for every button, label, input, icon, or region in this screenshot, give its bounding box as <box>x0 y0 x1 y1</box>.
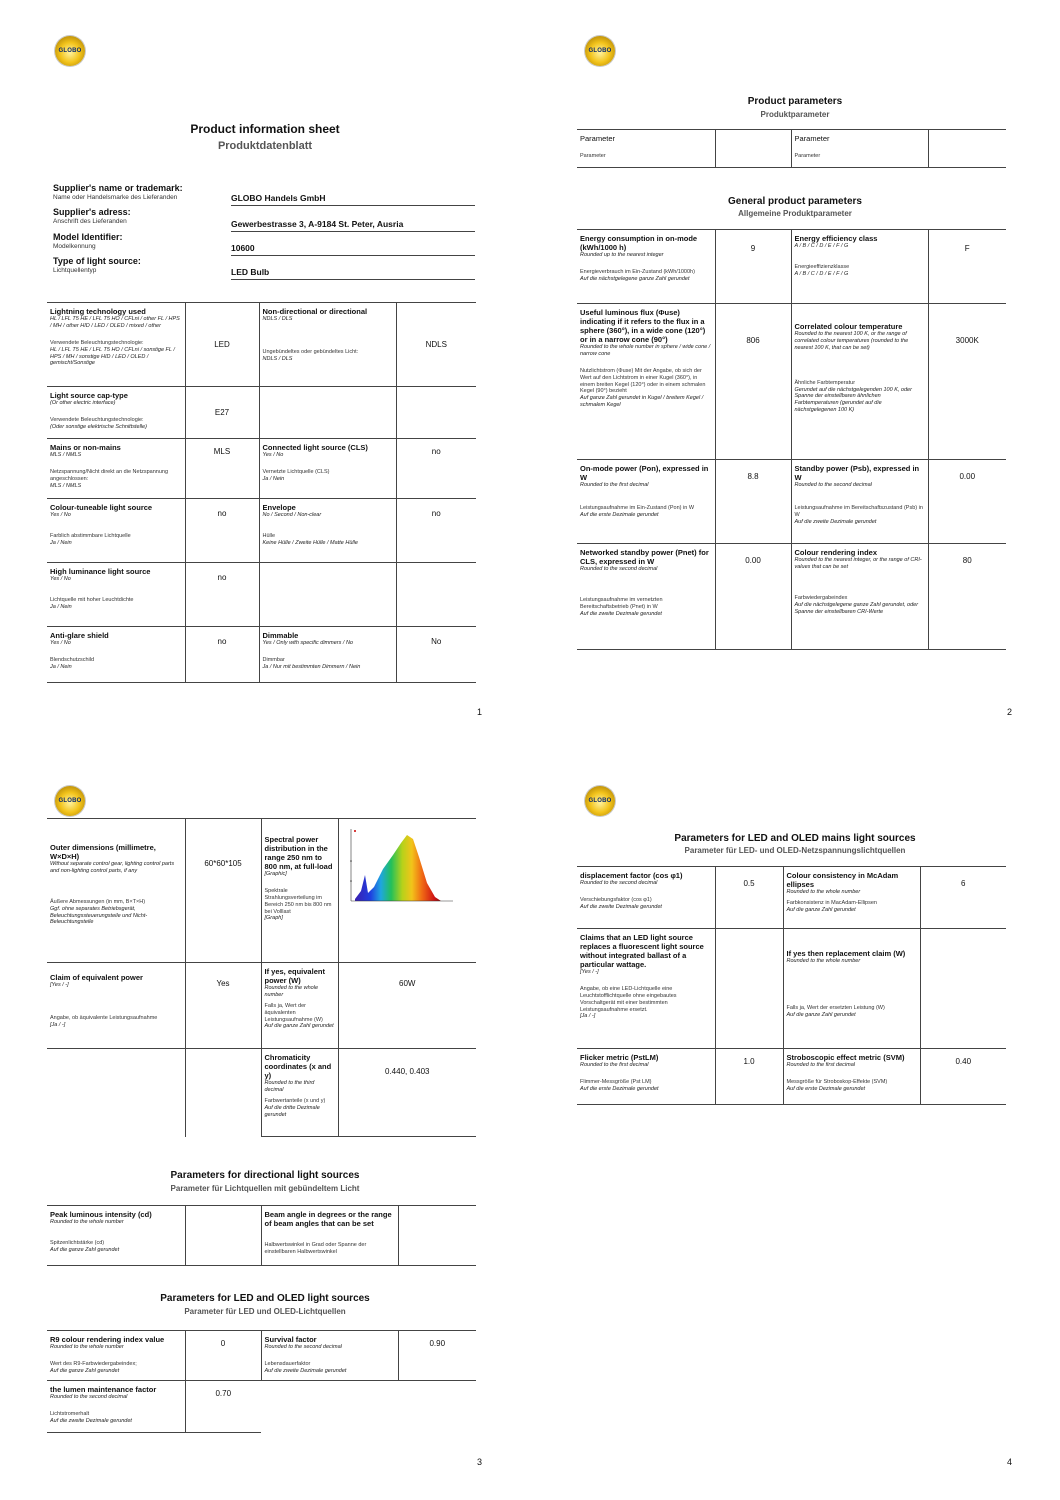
value-cell: no <box>396 499 476 563</box>
param-cell <box>47 1049 185 1137</box>
value-cell: 0.5 <box>715 867 783 929</box>
p3-table <box>47 818 476 1137</box>
table-row <box>47 439 476 499</box>
param-cell: the lumen maintenance factor Rounded to the second decimal Lichtstromerhalt Auf die zweite Dezimale gerundet <box>47 1381 185 1433</box>
supplier-label: Model Identifier: <box>53 232 123 242</box>
table-row <box>577 230 1006 304</box>
supplier-label-de: Anschrift des Lieferanden <box>53 217 127 225</box>
param-cell: Lightning technology used HL / LFL T5 HE / LFL T5 HO / CFLni / other FL / HPS / MH / other HID / LED / OLED / mixed / other Verwendete Beleuchtungstechnologie: HL / LFL T5 HE / LFL T5 HO / CFLni / sonstige FL / HPS / MH / sonstige HID / LED / OLED / gemischt/Sonstige <box>47 303 185 387</box>
param-cell: Colour-tuneable light source Yes / No Farblich abstimmbare Lichtquelle Ja / Nein <box>47 499 185 563</box>
param-cell: Beam angle in degrees or the range of beam angles that can be set Halbwertswinkel in Grad oder Spanne der einstellbaren Halbwertswinkel <box>261 1206 398 1266</box>
param-cell: Mains or non-mains MLS / NMLS Netzspannung/Nicht direkt an die Netzspannung angeschlossen: MLS / NMLS <box>47 439 185 499</box>
param-cell: Parameter Parameter <box>791 130 928 168</box>
value-cell: 0.40 <box>920 1049 1006 1105</box>
value-cell <box>185 1049 261 1137</box>
param-cell: Energy efficiency class A / B / C / D / E / F / G Energieeffizienzklasse A / B / C / D / E / F / G <box>791 230 928 304</box>
globo-logo-icon: GLOBO <box>55 36 85 66</box>
value-cell: 6 <box>920 867 1006 929</box>
value-cell: 60*60*105 <box>185 819 261 963</box>
param-header-table <box>577 129 1006 168</box>
value-cell: 8.8 <box>715 460 791 544</box>
param-cell: Energy consumption in on-mode (kWh/1000 h) Rounded up to the nearest integer Energieverbrauch im Ein-Zustand (kWh/1000h) Auf die nächstgelegene ganze Zahl gerundet <box>577 230 715 304</box>
value-cell: no <box>185 627 259 683</box>
param-cell: Outer dimensions (millimetre, W×D×H) Without separate control gear, lighting control parts and non-lighting control parts, if any Äußere Abmessungen (in mm, B×T×H) Ggf. ohne separates Betriebsgerät, Beleuchtungssteuerungsteile und Nicht-Beleuchtungsteile <box>47 819 185 963</box>
supplier-value: Gewerbestrasse 3, A-9184 St. Peter, Ausria <box>231 219 475 232</box>
spectrum-cell <box>338 819 476 963</box>
table-row <box>47 963 476 1049</box>
supplier-label-de: Lichtquellentyp <box>53 266 97 274</box>
value-cell <box>396 387 476 439</box>
value-cell <box>715 929 783 1049</box>
param-cell: High luminance light source Yes / No Lichtquelle mit hoher Leuchtdichte Ja / Nein <box>47 563 185 627</box>
param-cell: On-mode power (Pon), expressed in W Rounded to the first decimal Leistungsaufnahme im Ein-Zustand (Pon) in W Auf die erste Dezimale gerundet <box>577 460 715 544</box>
value-cell <box>396 563 476 627</box>
value-cell: 60W <box>338 963 476 1049</box>
value-cell: 0 <box>185 1331 261 1381</box>
table-row <box>47 1331 476 1381</box>
param-cell: displacement factor (cos φ1) Rounded to the second decimal Verschiebungsfaktor (cos φ1) Auf die zweite Dezimale gerundet <box>577 867 715 929</box>
value-cell: 806 <box>715 304 791 460</box>
led-params-table <box>47 1330 476 1433</box>
value-cell: Yes <box>185 963 261 1049</box>
param-cell: R9 colour rendering index value Rounded to the whole number Wert des R9-Farbwiedergabeindex; Auf die ganze Zahl gerundet <box>47 1331 185 1381</box>
table-row <box>47 1049 476 1137</box>
value-cell <box>715 130 791 168</box>
supplier-label-de: Name oder Handelsmarke des Lieferanden <box>53 193 178 201</box>
param-cell: Chromaticity coordinates (x and y) Rounded to the third decimal Farbwertanteile (x und y) Auf die dritte Dezimale gerundet <box>261 1049 338 1137</box>
table-row <box>47 1206 476 1266</box>
param-cell: Parameter Parameter <box>577 130 715 168</box>
param-cell: Stroboscopic effect metric (SVM) Rounded to the first decimal Messgröße für Stroboskop-Effekte (SVM) Auf die erste Dezimale gerundet <box>783 1049 920 1105</box>
table-row <box>577 544 1006 650</box>
page-subtitle: Produktparameter <box>760 110 830 119</box>
value-cell <box>920 929 1006 1049</box>
value-cell: No <box>396 627 476 683</box>
table-row <box>577 304 1006 460</box>
table-row <box>47 499 476 563</box>
page-number: 4 <box>1007 1457 1013 1467</box>
param-cell: Connected light source (CLS) Yes / No Vernetzte Lichtquelle (CLS) Ja / Nein <box>259 439 396 499</box>
param-cell: Claims that an LED light source replaces a fluorescent light source without integrated ballast of a particular wattage. [Yes / -] Angabe, ob eine LED-Lichtquelle eine Leuchtstofflichtquelle ohne eingebautes Vorschaltgerät mit einer bestimmten Leistungsaufnahme ersetzt. [Ja / -] <box>577 929 715 1049</box>
table-row <box>47 627 476 683</box>
section-subtitle: Allgemeine Produktparameter <box>738 209 852 218</box>
param-cell: Claim of equivalent power [Yes / -] Angabe, ob äquivalente Leistungsaufnahme [Ja / -] <box>47 963 185 1049</box>
supplier-value: LED Bulb <box>231 267 475 280</box>
page-number: 2 <box>1007 707 1013 717</box>
page-4 <box>530 750 1060 1500</box>
value-cell: 9 <box>715 230 791 304</box>
page-number: 3 <box>477 1457 483 1467</box>
param-cell: Light source cap-type (Or other electric interface) Verwendete Beleuchtungstechnologie: (Oder sonstige elektrische Schnittstelle) <box>47 387 185 439</box>
directional-table <box>47 1205 476 1266</box>
general-params-table <box>577 229 1006 650</box>
param-cell: If yes, equivalent power (W) Rounded to the whole number Falls ja, Wert der äquivalenten Leistungsaufnahme (W) Auf die ganze Zahl gerundet <box>261 963 338 1049</box>
value-cell: E27 <box>185 387 259 439</box>
globo-logo-icon: GLOBO <box>585 786 615 816</box>
page-2 <box>530 0 1060 750</box>
value-cell: 0.00 <box>928 460 1006 544</box>
value-cell: no <box>396 439 476 499</box>
value-cell: 0.00 <box>715 544 791 650</box>
table-row <box>47 563 476 627</box>
page-title: Product parameters <box>747 96 843 107</box>
table-row <box>577 867 1006 929</box>
page-title: Parameters for LED and OLED mains light sources <box>674 833 916 844</box>
table-row <box>47 1381 476 1433</box>
param-cell <box>261 1381 398 1433</box>
page-subtitle: Produktdatenblatt <box>217 140 313 152</box>
param-cell: Useful luminous flux (Φuse) indicating if it refers to the flux in a sphere (360°), in a wide cone (120°) or in a narrow cone (90°) Rounded to the whole number in sphere / wide cone / narrow cone Nutzlichtstrom (Φuse) Mit der Angabe, ob sich der Wert auf den Lichtstrom in einer Kugel (360°), in einem breiten Kegel (120°) oder in einem schmalen Kegel (90°) bezieht Auf ganze Zahl gerundet in Kugel / breitem Kegel / schmalem Kegel <box>577 304 715 460</box>
supplier-value: 10600 <box>231 243 475 256</box>
table-row <box>577 929 1006 1049</box>
param-cell: Colour rendering index Rounded to the nearest integer, or the range of CRI-values that can be set Farbwiedergabeindex Auf die nächstgelegene ganze Zahl gerundet, oder Spanne der einstellbaren CRI-Werte <box>791 544 928 650</box>
globo-logo-icon: GLOBO <box>55 786 85 816</box>
page-subtitle: Parameter für LED- und OLED-Netzspannungslichtquellen <box>684 846 906 855</box>
value-cell: LED <box>185 303 259 387</box>
p1-table <box>47 302 476 683</box>
section-subtitle: Parameter für Lichtquellen mit gebündeltem Licht <box>170 1184 360 1193</box>
value-cell: F <box>928 230 1006 304</box>
supplier-label: Supplier's adress: <box>53 207 131 217</box>
section-title: Parameters for LED and OLED light sources <box>160 1293 370 1304</box>
value-cell: no <box>185 499 259 563</box>
globo-logo-icon: GLOBO <box>585 36 615 66</box>
supplier-label-de: Modelkennung <box>53 242 96 250</box>
param-cell: Flicker metric (PstLM) Rounded to the first decimal Flimmer-Messgröße (Pst LM) Auf die erste Dezimale gerundet <box>577 1049 715 1105</box>
page-1 <box>0 0 530 750</box>
value-cell: 0.90 <box>398 1331 476 1381</box>
value-cell: MLS <box>185 439 259 499</box>
param-cell: Envelope No / Second / Non-clear Hülle Keine Hülle / Zweite Hülle / Matte Hülle <box>259 499 396 563</box>
param-cell: Spectral power distribution in the range 250 nm to 800 nm, at full-load [Graphic] Spektrale Strahlungsverteilung im Bereich 250 nm bis 800 nm bei Volllast [Graph] <box>261 819 338 963</box>
value-cell: 0.440, 0.403 <box>338 1049 476 1137</box>
param-cell: Standby power (Psb), expressed in W Rounded to the second decimal Leistungsaufnahme im Bereitschaftszustand (Psb) in W Auf die zweite Dezimale gerundet <box>791 460 928 544</box>
page-3 <box>0 750 530 1500</box>
supplier-label: Type of light source: <box>53 256 141 266</box>
value-cell: 80 <box>928 544 1006 650</box>
param-cell <box>259 387 396 439</box>
param-cell: Peak luminous intensity (cd) Rounded to the whole number Spitzenlichtstärke (cd) Auf die ganze Zahl gerundet <box>47 1206 185 1266</box>
led-mains-table <box>577 866 1006 1105</box>
spectral-power-distribution-graphic <box>341 821 469 913</box>
value-cell: NDLS <box>396 303 476 387</box>
table-row <box>577 1049 1006 1105</box>
value-cell <box>398 1381 476 1433</box>
table-row <box>47 303 476 387</box>
param-cell: Correlated colour temperature Rounded to the nearest 100 K, or the range of correlated colour temperatures (rounded to the nearest 100 K, that can be set) Ähnliche Farbtemperatur Gerundet auf die nächstgelegenden 100 K, oder Spanne der einstellbaren ähnlichen Farbtemperaturen (gerundet auf die nächstgelegenen 100 K) <box>791 304 928 460</box>
param-cell: Anti-glare shield Yes / No Blendschutzschild Ja / Nein <box>47 627 185 683</box>
value-cell: no <box>185 563 259 627</box>
value-cell: 1.0 <box>715 1049 783 1105</box>
param-cell: Non-directional or directional NDLS / DLS Ungebündeltes oder gebündeltes Licht: NDLS / DLS <box>259 303 396 387</box>
table-row <box>47 819 476 963</box>
section-subtitle: Parameter für LED und OLED-Lichtquellen <box>184 1307 346 1316</box>
param-cell: Survival factor Rounded to the second decimal Lebensdauerfaktor Auf die zweite Dezimale gerundet <box>261 1331 398 1381</box>
page-title: Product information sheet <box>190 122 340 136</box>
param-cell: Dimmable Yes / Only with specific dimmers / No Dimmbar Ja / Nur mit bestimmten Dimmern / Nein <box>259 627 396 683</box>
table-row <box>577 130 1006 168</box>
supplier-label: Supplier's name or trademark: <box>53 183 183 193</box>
section-title: Parameters for directional light sources <box>170 1170 360 1181</box>
page-number: 1 <box>477 707 483 717</box>
param-cell: Networked standby power (Pnet) for CLS, expressed in W Rounded to the second decimal Leistungsaufnahme im vernetzten Bereitschaftsbetrieb (Pnet) in W Auf die zweite Dezimale gerundet <box>577 544 715 650</box>
supplier-value: GLOBO Handels GmbH <box>231 193 475 206</box>
value-cell <box>398 1206 476 1266</box>
value-cell: 3000K <box>928 304 1006 460</box>
section-title: General product parameters <box>728 196 862 207</box>
value-cell: 0.70 <box>185 1381 261 1433</box>
table-row <box>47 387 476 439</box>
param-cell <box>259 563 396 627</box>
table-row <box>577 460 1006 544</box>
value-cell <box>928 130 1006 168</box>
param-cell: Colour consistency in McAdam ellipses Rounded to the whole number Farbkonsistenz in MacAdam-Ellipsen Auf die ganze Zahl gerundet <box>783 867 920 929</box>
value-cell <box>185 1206 261 1266</box>
param-cell: If yes then replacement claim (W) Rounded to the whole number Falls ja, Wert der ersetzten Leistung (W) Auf die ganze Zahl gerundet <box>783 929 920 1049</box>
